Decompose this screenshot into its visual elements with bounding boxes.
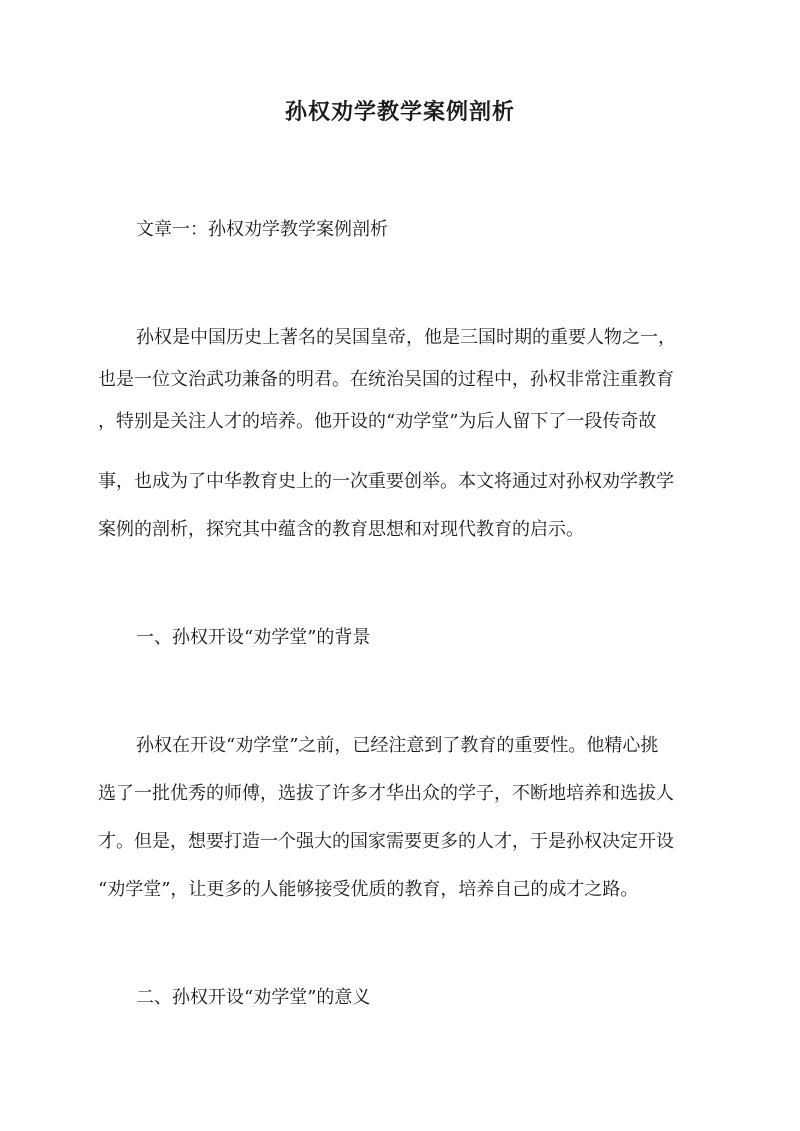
- intro-line-1: 孙权是中国历史上著名的吴国皇帝，他是三国时期的重要人物之一，: [136, 327, 676, 348]
- intro-line-5: 案例的剖析，探究其中蕴含的教育思想和对现代教育的启示。: [98, 519, 584, 540]
- intro-line-2: 也是一位文治武功兼备的明君。在统治吴国的过程中，孙权非常注重教育: [98, 369, 674, 390]
- section1-line-2: 选了一批优秀的师傅，选拔了许多才华出众的学子，不断地培养和选拔人: [98, 783, 674, 804]
- document-title: 孙权劝学教学案例剖析: [284, 99, 515, 125]
- section1-line-1: 孙权在开设“劝学堂”之前，已经注意到了教育的重要性。他精心挑: [136, 735, 659, 756]
- section2-heading: 二、孙权开设“劝学堂”的意义: [136, 987, 371, 1008]
- article-subtitle: 文章一：孙权劝学教学案例剖析: [136, 219, 388, 240]
- section1-line-4: “劝学堂”，让更多的人能够接受优质的教育，培养自己的成才之路。: [98, 879, 639, 900]
- intro-line-4: 事，也成为了中华教育史上的一次重要创举。本文将通过对孙权劝学教学: [98, 471, 674, 492]
- intro-line-3: ，特别是关注人才的培养。他开设的“劝学堂”为后人留下了一段传奇故: [98, 411, 657, 432]
- section1-line-3: 才。但是，想要打造一个强大的国家需要更多的人才，于是孙权决定开设: [98, 831, 674, 852]
- section1-heading: 一、孙权开设“劝学堂”的背景: [136, 627, 371, 648]
